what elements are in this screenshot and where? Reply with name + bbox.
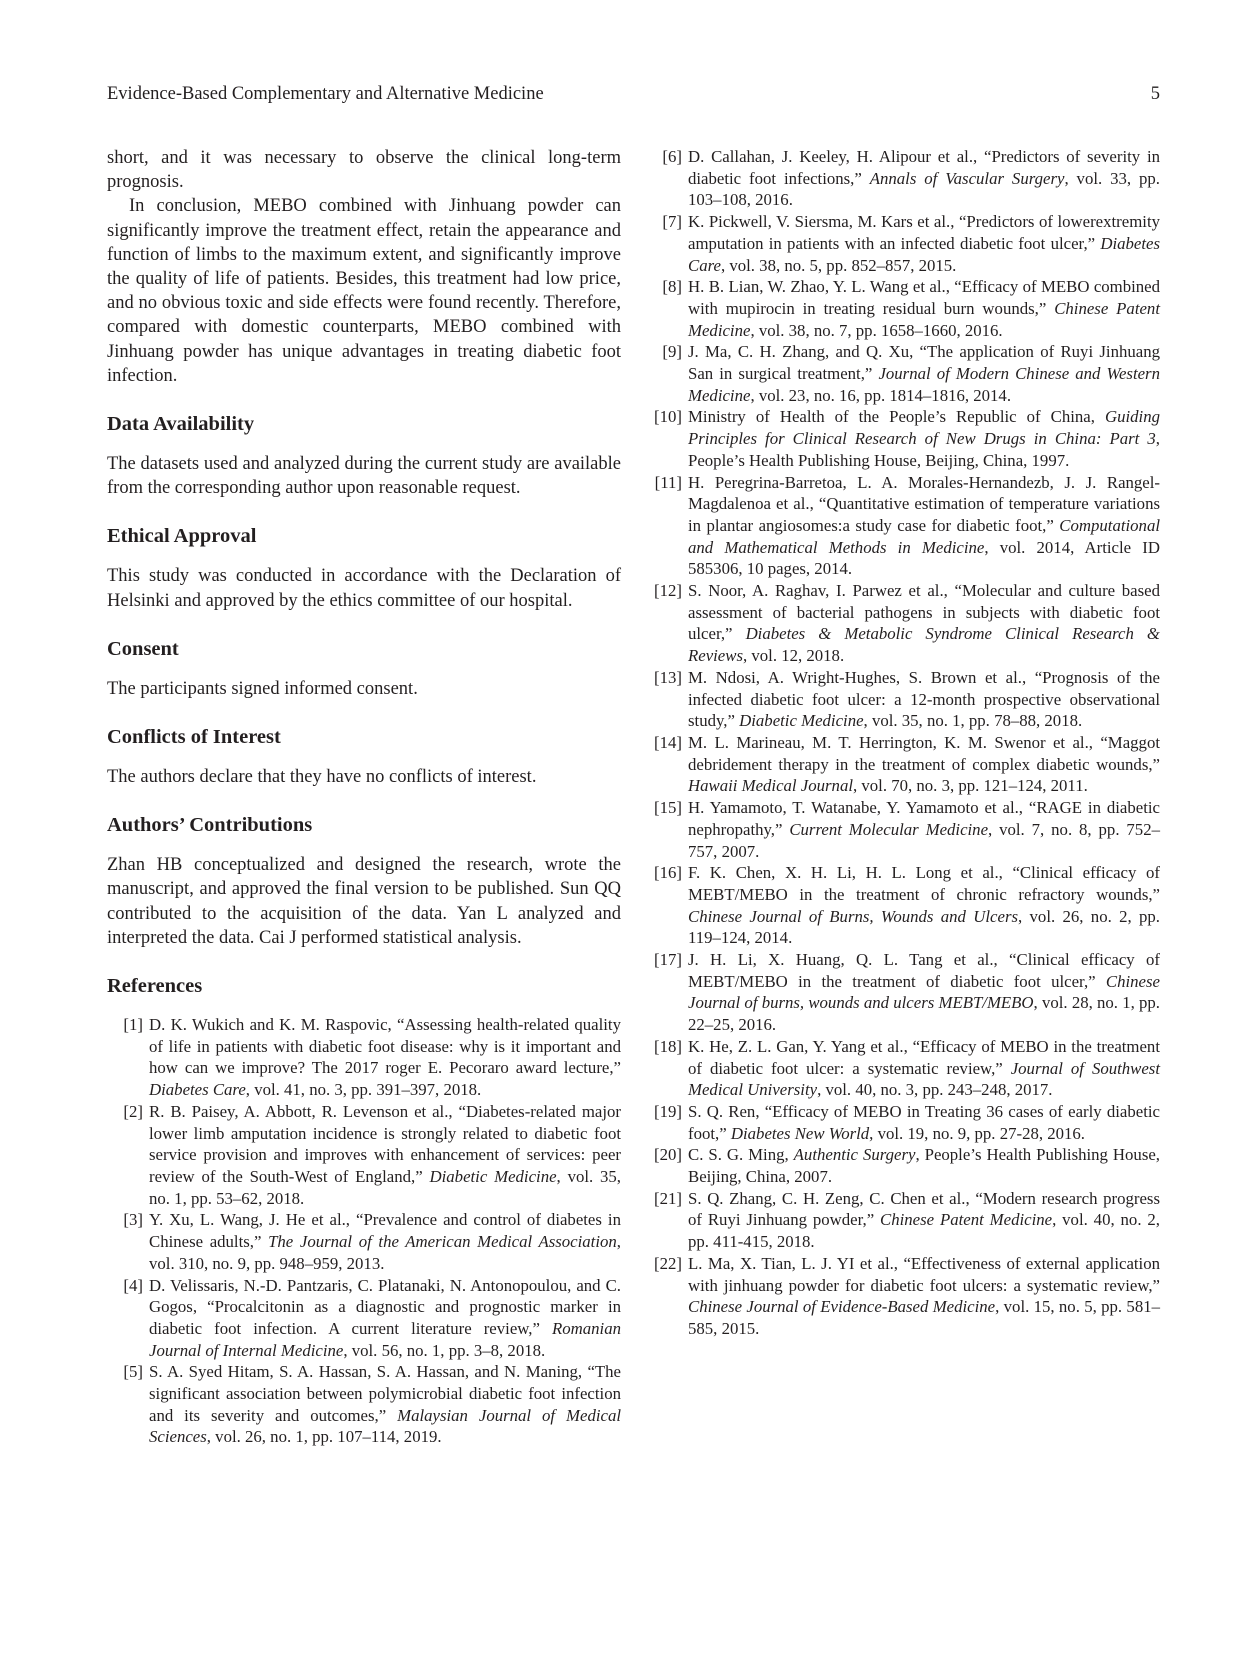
ethical-approval-text: This study was conducted in accordance with the Declaration of Helsinki and approved by the ethics committee of our hospital. <box>107 566 621 611</box>
reference-source: Diabetes New World <box>730 1123 870 1143</box>
reference-number: [13] <box>654 667 682 687</box>
reference-number: [5] <box>123 1362 143 1382</box>
reference-text: S. A. Syed Hitam, S. A. Hassan, S. A. Hassan, and N. Maning, “The significant association between polymicrobial diabetic foot infection and its severity and outcomes,” <box>149 1362 621 1425</box>
reference-item <box>646 146 1160 211</box>
reference-number: [6] <box>662 147 682 166</box>
reference-item <box>646 1188 1160 1253</box>
reference-item <box>646 276 1160 341</box>
reference-item <box>646 1101 1160 1144</box>
journal-name: Evidence-Based Complementary and Alternative Medicine <box>107 84 544 104</box>
reference-source: Journal of Southwest Medical University <box>688 1058 1161 1100</box>
reference-source: Diabetes & Metabolic Syndrome Clinical Research & Reviews <box>688 624 1160 666</box>
reference-details: , vol. 38, no. 5, pp. 852–857, 2015. <box>720 255 957 275</box>
data-availability-heading: Data Availability <box>107 413 255 436</box>
reference-item <box>646 862 1160 949</box>
page-number: 5 <box>1150 84 1160 104</box>
reference-item <box>646 1144 1160 1187</box>
reference-source: Diabetes Care <box>688 233 1160 275</box>
conclusion-paragraph: In conclusion, MEBO combined with Jinhuang powder can significantly improve the treatment effect, retain the appearance and function of limbs to the maximum extent, and significantly improve the quality of life of patients. Besides, this treatment had low price, and no obvious toxic and side effects were found recently. Therefore, compared with domestic counterparts, MEBO combined with Jinhuang powder has unique advantages in treating diabetic foot infection. <box>107 196 621 386</box>
reference-item <box>646 341 1160 406</box>
reference-item <box>107 1014 621 1101</box>
reference-source: Annals of Vascular Surgery <box>869 168 1065 188</box>
reference-item <box>646 1036 1160 1101</box>
reference-details: , vol. 41, no. 3, pp. 391–397, 2018. <box>245 1080 482 1100</box>
reference-number: [14] <box>654 732 682 752</box>
reference-source: Journal of Modern Chinese and Western Medicine <box>688 364 1160 405</box>
reference-details: , vol. 38, no. 7, pp. 1658–1660, 2016. <box>750 320 1003 340</box>
reference-source: Diabetic Medicine <box>429 1166 557 1186</box>
reference-number: [17] <box>654 950 682 970</box>
contributions-text: Zhan HB conceptualized and designed the research, wrote the manuscript, and approved the final version to be published. Sun QQ contributed to the acquisition of the data. Yan L analyzed and interpreted the data. Cai J performed statistical analysis. <box>107 855 621 948</box>
reference-text: D. K. Wukich and K. M. Raspovic, “Assessing health-related quality of life in patients with diabetic foot disease: why is it important and how can we improve? The 2017 roger E. Pecoraro award lecture,” <box>149 1015 621 1078</box>
reference-details: , People’s Health Publishing House, Beijing, China, 1997. <box>688 429 1160 470</box>
right-column <box>646 146 1160 1340</box>
reference-details: , vol. 40, no. 2, pp. 411-415, 2018. <box>688 1210 1160 1252</box>
references-list-left <box>107 1014 621 1448</box>
reference-text: C. S. G. Ming, <box>688 1145 794 1165</box>
reference-source: The Journal of the American Medical Association <box>268 1232 617 1252</box>
reference-text: H. Peregrina-Barretoa, L. A. Morales-Hernandezb, J. J. Rangel-Magdalenoa et al., “Quantitative estimation of temperature variations in plantar angiosomes:a study case for diabetic foot,” <box>688 472 1160 535</box>
reference-item <box>646 797 1160 862</box>
reference-details: , vol. 7, no. 8, pp. 752–757, 2007. <box>688 819 1160 861</box>
reference-details: , vol. 28, no. 1, pp. 22–25, 2016. <box>688 993 1160 1035</box>
reference-number: [19] <box>654 1101 682 1121</box>
reference-details: , vol. 35, no. 1, pp. 53–62, 2018. <box>149 1166 621 1208</box>
reference-number: [9] <box>662 342 682 362</box>
reference-text: R. B. Paisey, A. Abbott, R. Levenson et al., “Diabetes-related major lower limb amputation incidence is strongly related to diabetic foot service provision and improves with enhancement of services: peer review of the South-West of England,” <box>149 1101 621 1186</box>
reference-source: Romanian Journal of Internal Medicine <box>149 1318 621 1360</box>
reference-number: [12] <box>654 581 682 601</box>
reference-details: , vol. 23, no. 16, pp. 1814–1816, 2014. <box>750 385 1012 405</box>
data-availability-text: The datasets used and analyzed during the current study are available from the corresponding author upon reasonable request. <box>107 454 621 499</box>
reference-text: J. Ma, C. H. Zhang, and Q. Xu, “The application of Ruyi Jinhuang San in surgical treatment,” <box>688 342 1160 384</box>
reference-source: Computational and Mathematical Methods in Medicine <box>688 515 1160 557</box>
reference-details: , vol. 310, no. 9, pp. 948–959, 2013. <box>149 1232 621 1273</box>
reference-text: H. Yamamoto, T. Watanabe, Y. Yamamoto et al., “RAGE in diabetic nephropathy,” <box>688 798 1160 839</box>
references-list-right <box>646 146 1160 1340</box>
reference-number: [16] <box>654 863 682 883</box>
reference-item <box>646 1253 1160 1340</box>
reference-details: , vol. 70, no. 3, pp. 121–124, 2011. <box>853 776 1088 796</box>
reference-number: [3] <box>123 1210 143 1230</box>
reference-number: [22] <box>654 1253 682 1273</box>
reference-text: H. B. Lian, W. Zhao, Y. L. Wang et al., “Efficacy of MEBO combined with mupirocin in treating residual burn wounds,” <box>688 277 1160 318</box>
reference-source: Chinese Journal of Burns, Wounds and Ulcers <box>688 906 1019 926</box>
reference-source: Malaysian Journal of Medical Sciences <box>149 1405 621 1447</box>
reference-source: Diabetes Care <box>149 1080 246 1100</box>
reference-number: [15] <box>654 798 682 818</box>
reference-source: Hawaii Medical Journal <box>688 776 853 796</box>
left-column <box>107 146 621 1448</box>
running-head <box>107 84 1160 114</box>
reference-details: , vol. 15, no. 5, pp. 581–585, 2015. <box>688 1297 1160 1338</box>
reference-text: L. Ma, X. Tian, L. J. YI et al., “Effectiveness of external application with jinhuang powder for diabetic foot ulcers: a systematic review,” <box>688 1253 1160 1295</box>
reference-source: Current Molecular Medicine <box>789 819 989 839</box>
reference-text: D. Callahan, J. Keeley, H. Alipour et al., “Predictors of severity in diabetic foot infections,” <box>688 147 1160 188</box>
reference-number: [2] <box>123 1101 143 1121</box>
reference-details: , vol. 2014, Article ID 585306, 10 pages, 2014. <box>688 537 1160 579</box>
reference-number: [8] <box>662 277 682 297</box>
reference-item <box>646 949 1160 1036</box>
reference-number: [18] <box>654 1036 682 1056</box>
reference-text: S. Q. Zhang, C. H. Zeng, C. Chen et al., “Modern research progress of Ruyi Jinhuang powder,” <box>688 1188 1160 1230</box>
reference-details: , vol. 56, no. 1, pp. 3–8, 2018. <box>343 1340 546 1360</box>
reference-item <box>646 406 1160 471</box>
reference-source: Chinese Patent Medicine <box>880 1210 1053 1230</box>
reference-details: , vol. 35, no. 1, pp. 78–88, 2018. <box>863 711 1083 731</box>
reference-item <box>646 211 1160 276</box>
ethical-approval-heading: Ethical Approval <box>107 525 257 548</box>
reference-text: J. H. Li, X. Huang, Q. L. Tang et al., “Clinical efficacy of MEBT/MEBO in the treatment of diabetic foot ulcer,” <box>688 950 1160 991</box>
reference-source: Authentic Surgery <box>793 1145 916 1165</box>
reference-details: , vol. 40, no. 3, pp. 243–248, 2017. <box>817 1080 1053 1100</box>
reference-number: [4] <box>123 1275 143 1295</box>
reference-item <box>646 472 1160 581</box>
reference-number: [20] <box>654 1145 682 1165</box>
reference-details: , vol. 19, no. 9, pp. 27-28, 2016. <box>869 1123 1085 1143</box>
reference-text: S. Q. Ren, “Efficacy of MEBO in Treating 36 cases of early diabetic foot,” <box>688 1101 1160 1143</box>
reference-number: [21] <box>654 1188 682 1208</box>
reference-number: [11] <box>654 472 682 492</box>
reference-source: Guiding Principles for Clinical Research of New Drugs in China: Part 3 <box>688 407 1160 449</box>
reference-number: [7] <box>662 212 682 232</box>
reference-details: , vol. 12, 2018. <box>742 646 845 666</box>
reference-details: , vol. 26, no. 2, pp. 119–124, 2014. <box>688 906 1160 948</box>
reference-text: Y. Xu, L. Wang, J. He et al., “Prevalence and control of diabetes in Chinese adults,” <box>149 1210 621 1252</box>
reference-source: Diabetic Medicine <box>739 711 864 731</box>
reference-text: S. Noor, A. Raghav, I. Parwez et al., “Molecular and culture based assessment of bacterial pathogens in subjects with diabetic foot ulcer,” <box>688 581 1160 644</box>
consent-heading: Consent <box>107 637 179 660</box>
continued-paragraph: short, and it was necessary to observe the clinical long-term prognosis. <box>107 148 621 193</box>
reference-text: M. Ndosi, A. Wright-Hughes, S. Brown et al., “Prognosis of the infected diabetic foot ulcer: a 12-month prospective observational study,” <box>688 667 1160 731</box>
consent-text: The participants signed informed consent. <box>107 678 418 699</box>
reference-text: F. K. Chen, X. H. Li, H. L. Long et al., “Clinical efficacy of MEBT/MEBO in the treatment of chronic refractory wounds,” <box>688 863 1160 904</box>
reference-item <box>646 732 1160 797</box>
conflicts-text: The authors declare that they have no conflicts of interest. <box>107 767 537 788</box>
reference-item <box>107 1101 621 1210</box>
contributions-heading: Authors’ Contributions <box>107 814 313 837</box>
reference-number: [10] <box>654 407 682 427</box>
reference-text: Ministry of Health of the People’s Republic of China, <box>688 407 1105 427</box>
reference-text: M. L. Marineau, M. T. Herrington, K. M. Swenor et al., “Maggot debridement therapy in the treatment of complex diabetic wounds,” <box>688 732 1160 774</box>
reference-text: D. Velissaris, N.-D. Pantzaris, C. Platanaki, N. Antonopoulou, and C. Gogos, “Procalcitonin as a diagnostic and prognostic marker in diabetic foot infection. A current literature review,” <box>149 1275 621 1338</box>
reference-item <box>107 1275 621 1362</box>
reference-details: , People’s Health Publishing House, Beijing, China, 2007. <box>688 1145 1160 1187</box>
reference-item <box>107 1209 621 1274</box>
reference-source: Chinese Journal of Evidence-Based Medicine <box>688 1297 996 1317</box>
references-heading: References <box>107 975 203 998</box>
reference-details: , vol. 33, pp. 103–108, 2016. <box>688 168 1160 210</box>
reference-source: Chinese Journal of burns, wounds and ulcers MEBT/MEBO <box>688 971 1160 1013</box>
reference-item <box>107 1361 621 1448</box>
reference-number: [1] <box>123 1015 143 1035</box>
reference-source: Chinese Patent Medicine <box>688 298 1160 340</box>
conflicts-heading: Conflicts of Interest <box>107 726 281 749</box>
reference-details: , vol. 26, no. 1, pp. 107–114, 2019. <box>206 1427 442 1447</box>
reference-text: K. Pickwell, V. Siersma, M. Kars et al., “Predictors of lowerextremity amputation in patients with an infected diabetic foot ulcer,” <box>688 212 1160 253</box>
reference-item <box>646 667 1160 732</box>
reference-item <box>646 580 1160 667</box>
reference-text: K. He, Z. L. Gan, Y. Yang et al., “Efficacy of MEBO in the treatment of diabetic foot ulcer: a systematic review,” <box>688 1036 1160 1078</box>
